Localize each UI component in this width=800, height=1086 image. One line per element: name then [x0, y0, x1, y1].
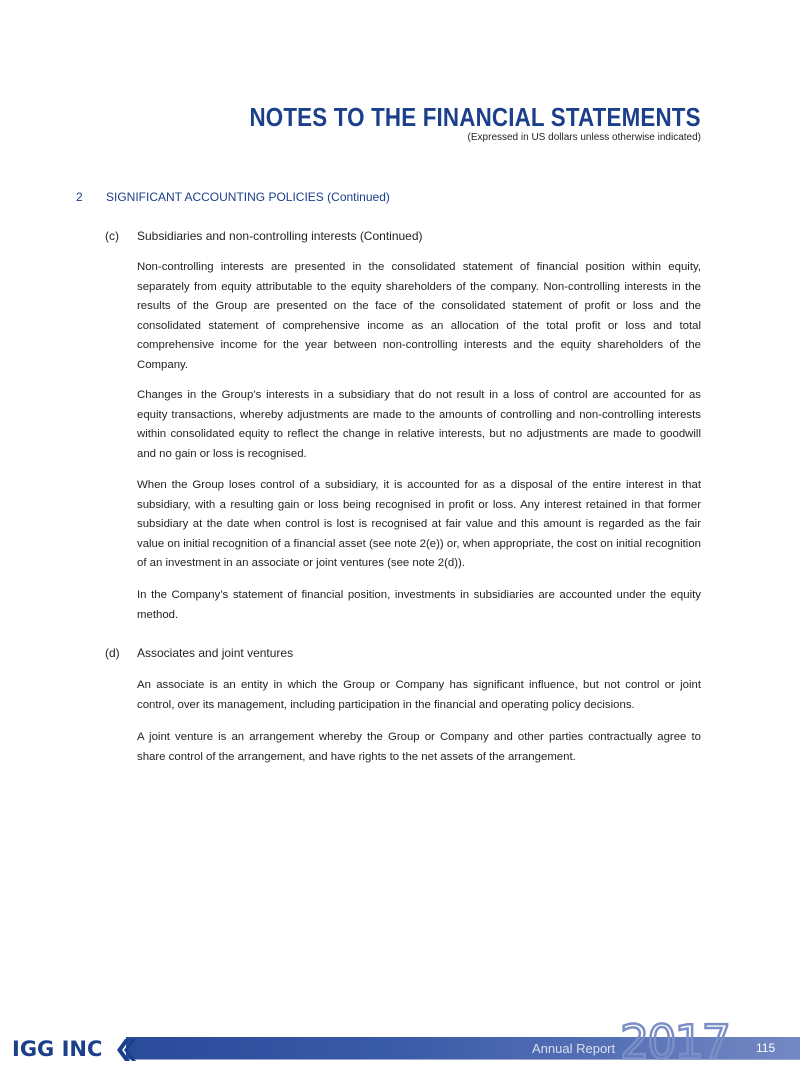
- report-year: 2017: [620, 1015, 730, 1069]
- paragraph: Non-controlling interests are presented in the consolidated statement of financial position within equity, separately from equity attributable to the equity shareholders of the company. Non-controlling interests in the results of the Group are presented on the face of the consolidated statement of profit or loss and the consolidated statement of comprehensive income as an allocation of the total profit or loss and total comprehensive income for the year between non-controlling interests and the equity shareholders of the Company.: [137, 261, 701, 371]
- subsection-c-letter: (c): [105, 229, 119, 243]
- page-footer: [0, 1015, 800, 1069]
- subsection-d-title: Associates and joint ventures: [137, 646, 294, 660]
- page-subtitle: (Expressed in US dollars unless otherwise indicated): [467, 132, 701, 143]
- section-heading: [76, 190, 390, 204]
- section-title: SIGNIFICANT ACCOUNTING POLICIES: [106, 190, 324, 204]
- section-number: 2: [76, 190, 83, 204]
- page-number: 115: [756, 1041, 776, 1055]
- double-chevron-left-icon: [114, 1038, 136, 1062]
- paragraph: When the Group loses control of a subsidiary, it is accounted for as a disposal of the entire interest in that subsidiary, with a resulting gain or loss being recognised in profit or loss. Any interest retained in that former subsidiary at the date when control is lost is recognised at fair value and this amount is regarded as the fair value on initial recognition of a financial asset (see note 2(e)) or, when appropriate, the cost on initial recognition of an investment in an associate or joint ventures (see note 2(d)).: [137, 479, 701, 569]
- subsection-c-heading: [105, 229, 423, 243]
- paragraph: Changes in the Group’s interests in a subsidiary that do not result in a loss of control are accounted for as equity transactions, whereby adjustments are made to the amounts of controlling and non-controlling interests within consolidated equity to reflect the change in relative interests, but no adjustments are made to goodwill and no gain or loss is recognised.: [137, 389, 701, 460]
- section-continued: (Continued): [327, 190, 390, 204]
- subsection-c-title: Subsidiaries and non-controlling interests: [137, 229, 357, 243]
- annual-report-label: Annual Report: [532, 1041, 616, 1056]
- page-header: [176, 103, 701, 143]
- subsection-d-heading: [105, 646, 293, 660]
- paragraph: An associate is an entity in which the Group or Company has significant influence, but not control or joint control, over its management, including participation in the financial and operating policy decisions.: [137, 679, 701, 711]
- subsection-d-letter: (d): [105, 646, 120, 660]
- paragraph: In the Company’s statement of financial position, investments in subsidiaries are accounted under the equity method.: [137, 589, 701, 621]
- subsection-c-continued: (Continued): [359, 229, 423, 243]
- paragraph: A joint venture is an arrangement whereby the Group or Company and other parties contractually agree to share control of the arrangement, and have rights to the net assets of the arrangement.: [137, 731, 701, 763]
- page-title: NOTES TO THE FINANCIAL STATEMENTS: [249, 102, 701, 132]
- brand-logo: IGG INC: [12, 1037, 103, 1061]
